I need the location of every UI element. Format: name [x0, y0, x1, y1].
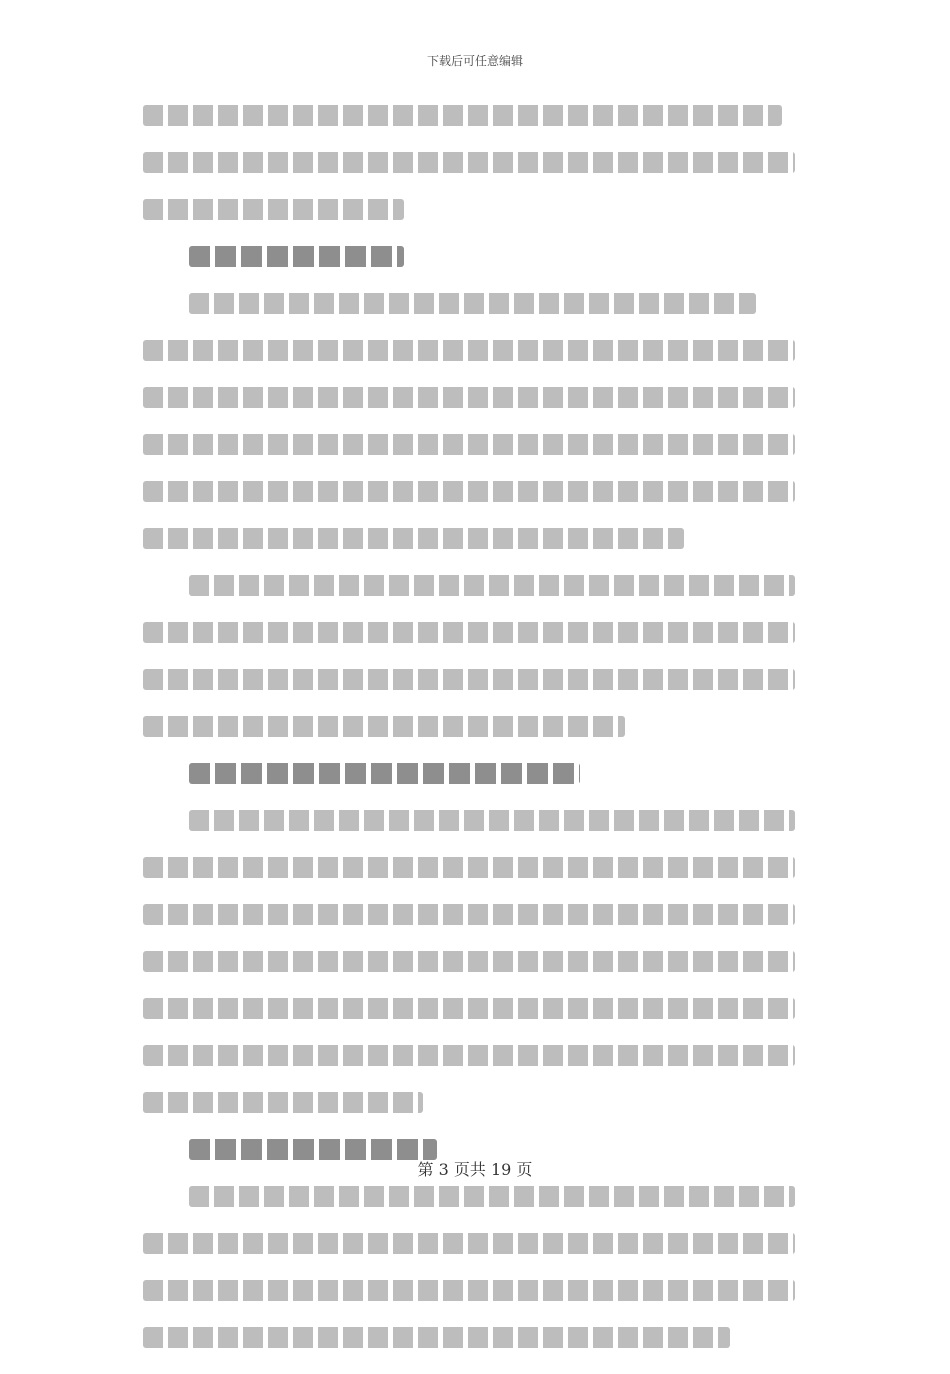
text-line-placeholder [143, 528, 684, 549]
page-header: 下载后可任意编辑 [426, 54, 523, 68]
text-line-placeholder [189, 1186, 795, 1207]
text-line-placeholder [143, 857, 795, 878]
text-line-placeholder [143, 1280, 795, 1301]
page-footer: 第 3 页共 19 页 [417, 1160, 533, 1179]
text-line-placeholder [189, 293, 756, 314]
text-line-placeholder [189, 810, 795, 831]
text-line-placeholder [143, 622, 795, 643]
text-line-placeholder [143, 1233, 795, 1254]
text-line-placeholder [189, 575, 795, 596]
text-line-placeholder [143, 1327, 730, 1348]
text-line-placeholder [143, 105, 782, 126]
text-line-placeholder [143, 387, 795, 408]
text-line-placeholder [143, 340, 795, 361]
text-line-placeholder [143, 1092, 423, 1113]
text-line-placeholder [143, 434, 795, 455]
text-line-placeholder [143, 199, 404, 220]
section-heading-placeholder [189, 246, 404, 267]
text-line-placeholder [143, 998, 795, 1019]
text-line-placeholder [143, 481, 795, 502]
text-line-placeholder [143, 1045, 795, 1066]
text-line-placeholder [143, 152, 795, 173]
text-line-placeholder [143, 904, 795, 925]
text-line-placeholder [143, 669, 795, 690]
section-heading-placeholder [189, 763, 580, 784]
text-line-placeholder [143, 716, 625, 737]
text-line-placeholder [143, 951, 795, 972]
document-body [143, 105, 795, 1374]
